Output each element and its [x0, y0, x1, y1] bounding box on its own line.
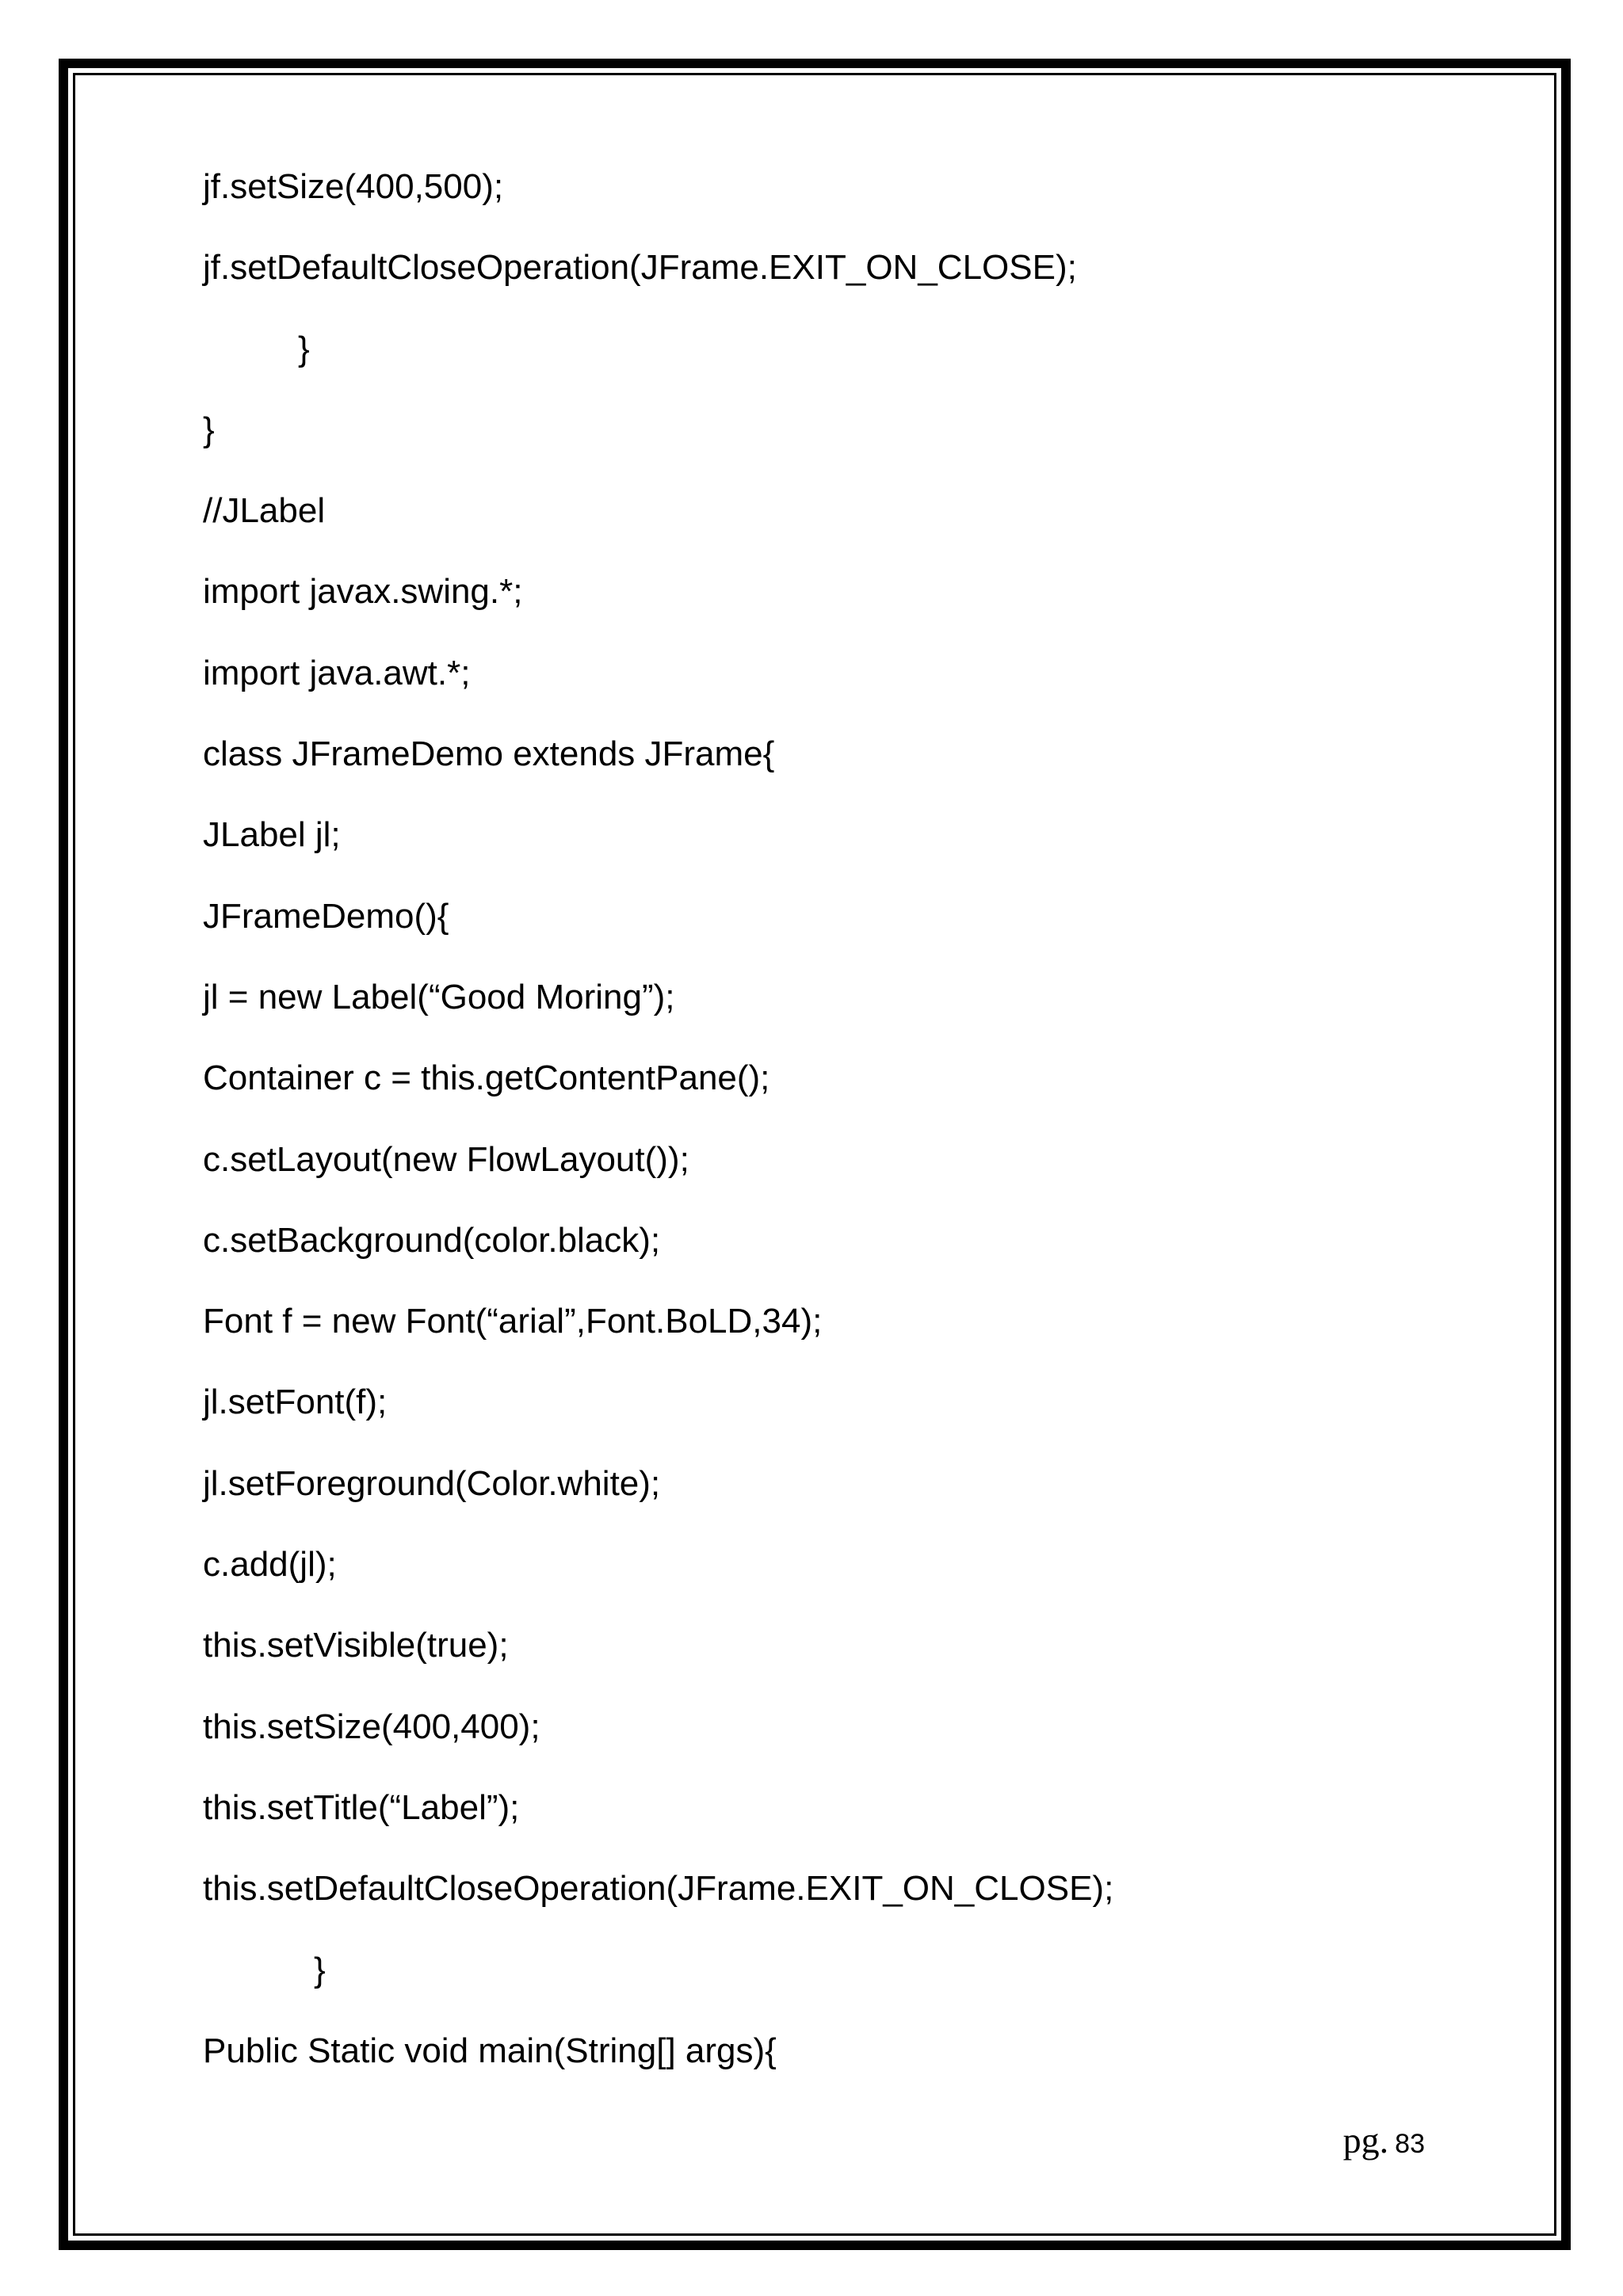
- code-line: JLabel jl;: [203, 815, 341, 855]
- code-line: jf.setSize(400,500);: [203, 167, 504, 206]
- code-line: c.setBackground(color.black);: [203, 1220, 661, 1260]
- code-line: Public Static void main(String[] args){: [203, 2031, 777, 2070]
- code-line: jl.setFont(f);: [203, 1383, 388, 1422]
- code-line: JFrameDemo(){: [203, 896, 449, 936]
- page-number-prefix: pg.: [1342, 2120, 1389, 2161]
- code-line: this.setSize(400,400);: [203, 1707, 540, 1746]
- code-line: this.setTitle(“Label”);: [203, 1787, 520, 1827]
- code-line: c.add(jl);: [203, 1545, 337, 1585]
- code-line: class JFrameDemo extends JFrame{: [203, 734, 775, 774]
- page-number-value: 83: [1395, 2129, 1425, 2159]
- code-line: jl.setForeground(Color.white);: [203, 1463, 661, 1503]
- code-line: jl = new Label(“Good Moring”);: [203, 977, 675, 1016]
- code-line: }: [314, 1950, 326, 1989]
- code-line: }: [298, 329, 310, 368]
- code-comment: //JLabel: [203, 491, 326, 531]
- code-line: this.setDefaultCloseOperation(JFrame.EXIT_ON_CLOSE);: [203, 1869, 1114, 1909]
- code-block: [203, 158, 1471, 2103]
- code-line: Font f = new Font(“arial”,Font.BoLD,34);: [203, 1302, 823, 1341]
- code-line: import javax.swing.*;: [203, 572, 523, 612]
- code-line: jf.setDefaultCloseOperation(JFrame.EXIT_ON_CLOSE);: [203, 248, 1077, 288]
- page-number: [1343, 2117, 1425, 2168]
- code-line: import java.awt.*;: [203, 653, 471, 692]
- code-line: c.setLayout(new FlowLayout());: [203, 1139, 689, 1179]
- code-line: Container c = this.getContentPane();: [203, 1058, 770, 1098]
- code-line: this.setVisible(true);: [203, 1626, 509, 1665]
- code-line: }: [203, 410, 215, 449]
